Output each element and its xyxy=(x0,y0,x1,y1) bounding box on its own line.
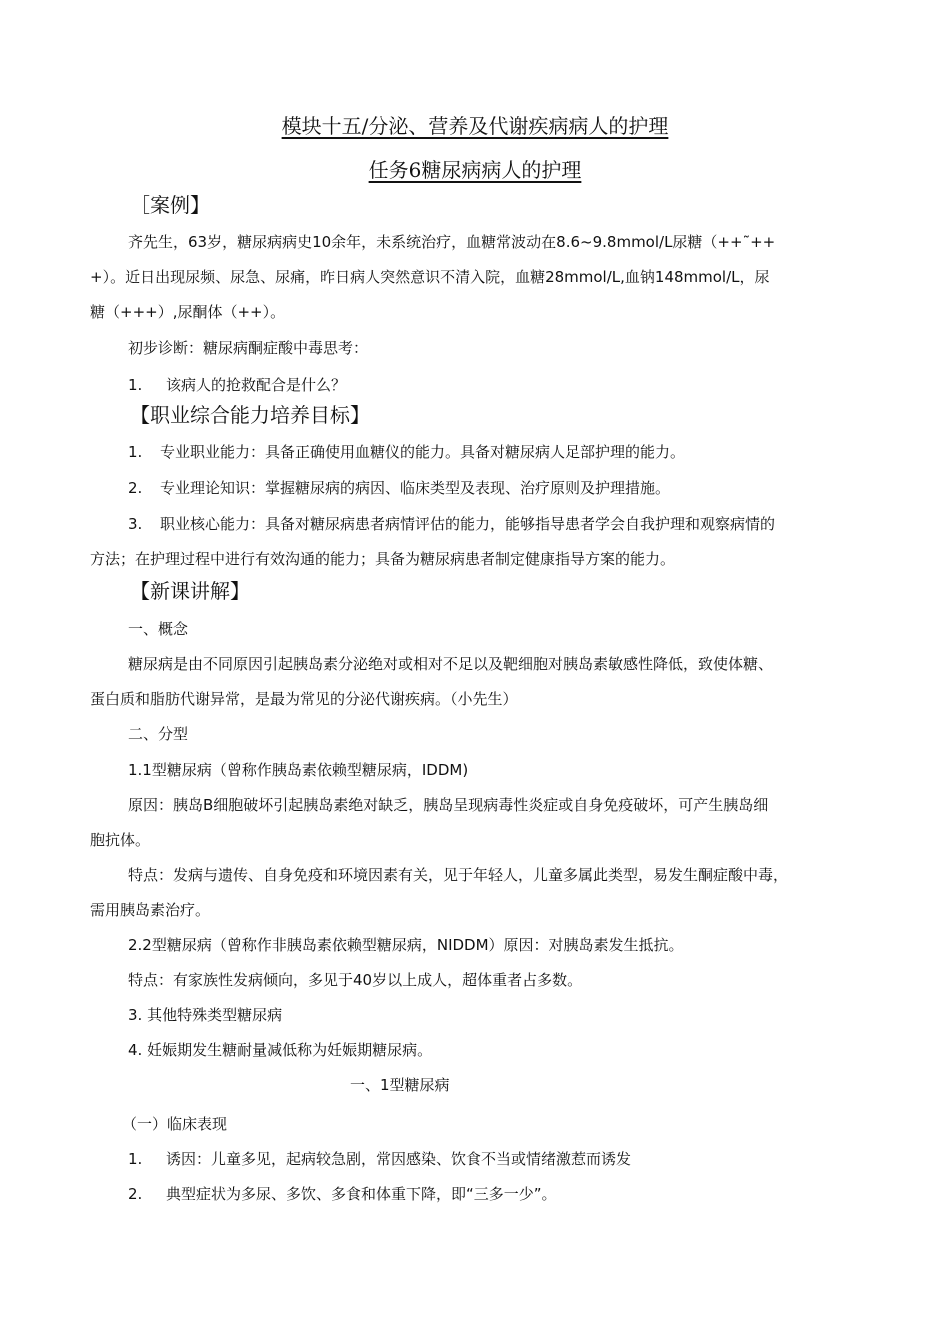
concept-text-1: 糖尿病是由不同原因引起胰岛素分泌绝对或相对不足以及靶细胞对胰岛素敏感性降低，致使体糖、 xyxy=(128,655,774,673)
clinical-number: 2. xyxy=(128,1185,143,1203)
question-item xyxy=(128,374,346,396)
clinical-item-1 xyxy=(128,1148,631,1170)
case-line-3: 糖（+++）,尿酮体（++）。 xyxy=(90,303,286,321)
clinical-title: （一）临床表现 xyxy=(122,1115,228,1133)
diagnosis-text: 初步诊断：糖尿病酮症酸中毒思考： xyxy=(128,339,369,357)
section-types-title: 二、分型 xyxy=(128,725,189,743)
question-number: 1. xyxy=(128,376,143,394)
clinical-item-2 xyxy=(128,1183,557,1205)
goal-text: 专业职业能力：具备正确使用血糖仪的能力。具备对糖尿病人足部护理的能力。 xyxy=(160,443,686,461)
type1-cause-1: 原因：胰岛B细胞破坏引起胰岛素绝对缺乏，胰岛呈现病毒性炎症或自身免疫破坏，可产生胰岛细 xyxy=(128,796,769,814)
lecture-heading: 【新课讲解】 xyxy=(130,579,250,603)
goal-text: 职业核心能力：具备对糖尿病患者病情评估的能力，能够指导患者学会自我护理和观察病情的 xyxy=(160,515,776,533)
goal-number: 2. xyxy=(128,479,143,497)
goal-item-1 xyxy=(128,441,685,463)
type1-cause-2: 胞抗体。 xyxy=(90,831,151,849)
clinical-text: 典型症状为多尿、多饮、多食和体重下降，即“三多一少”。 xyxy=(166,1185,557,1203)
goal-item-3-continued: 方法；在护理过程中进行有效沟通的能力；具备为糖尿病患者制定健康指导方案的能力。 xyxy=(90,550,676,568)
type2-title: 2.2型糖尿病（曾称作非胰岛素依赖型糖尿病，NIDDM）原因：对胰岛素发生抵抗。 xyxy=(128,936,684,954)
case-line-1: 齐先生，63岁，糖尿病病史10余年，未系统治疗，血糖常波动在8.6~9.8mmol/L尿糖（++˜++ xyxy=(128,233,776,251)
goals-heading: 【职业综合能力培养目标】 xyxy=(130,403,370,427)
concept-text-2: 蛋白质和脂肪代谢异常，是最为常见的分泌代谢疾病。（小先生） xyxy=(90,690,518,708)
type1-feature-1: 特点：发病与遗传、自身免疫和环境因素有关，见于年轻人，儿童多属此类型，易发生酮症酸中毒， xyxy=(128,866,789,884)
question-text: 该病人的抢救配合是什么？ xyxy=(166,376,347,394)
type1-feature-2: 需用胰岛素治疗。 xyxy=(90,901,211,919)
goal-text: 专业理论知识：掌握糖尿病的病因、临床类型及表现、治疗原则及护理措施。 xyxy=(160,479,671,497)
clinical-number: 1. xyxy=(128,1150,143,1168)
subsection-title: 一、1型糖尿病 xyxy=(350,1076,450,1094)
goal-item-3 xyxy=(128,513,775,535)
case-heading: ［案例】 xyxy=(130,193,210,217)
type2-feature: 特点：有家族性发病倾向，多见于40岁以上成人，超体重者占多数。 xyxy=(128,971,583,989)
type1-title: 1.1型糖尿病（曾称作胰岛素依赖型糖尿病，IDDM) xyxy=(128,761,469,779)
type4-title: 4. 妊娠期发生糖耐量减低称为妊娠期糖尿病。 xyxy=(128,1041,433,1059)
type3-title: 3. 其他特殊类型糖尿病 xyxy=(128,1006,283,1024)
clinical-text: 诱因：儿童多见，起病较急剧，常因感染、饮食不当或情绪激惹而诱发 xyxy=(166,1150,632,1168)
module-title: 模块十五/分泌、营养及代谢疾病病人的护理 xyxy=(281,114,669,138)
task-title: 任务6糖尿病病人的护理 xyxy=(368,158,582,182)
section-concept-title: 一、概念 xyxy=(128,620,189,638)
goal-item-2 xyxy=(128,477,670,499)
goal-number: 3. xyxy=(128,515,143,533)
case-line-2: +）。近日出现尿频、尿急、尿痛，昨日病人突然意识不清入院，血糖28mmol/L,血钠148mmol/L，尿 xyxy=(90,268,770,286)
goal-number: 1. xyxy=(128,443,143,461)
